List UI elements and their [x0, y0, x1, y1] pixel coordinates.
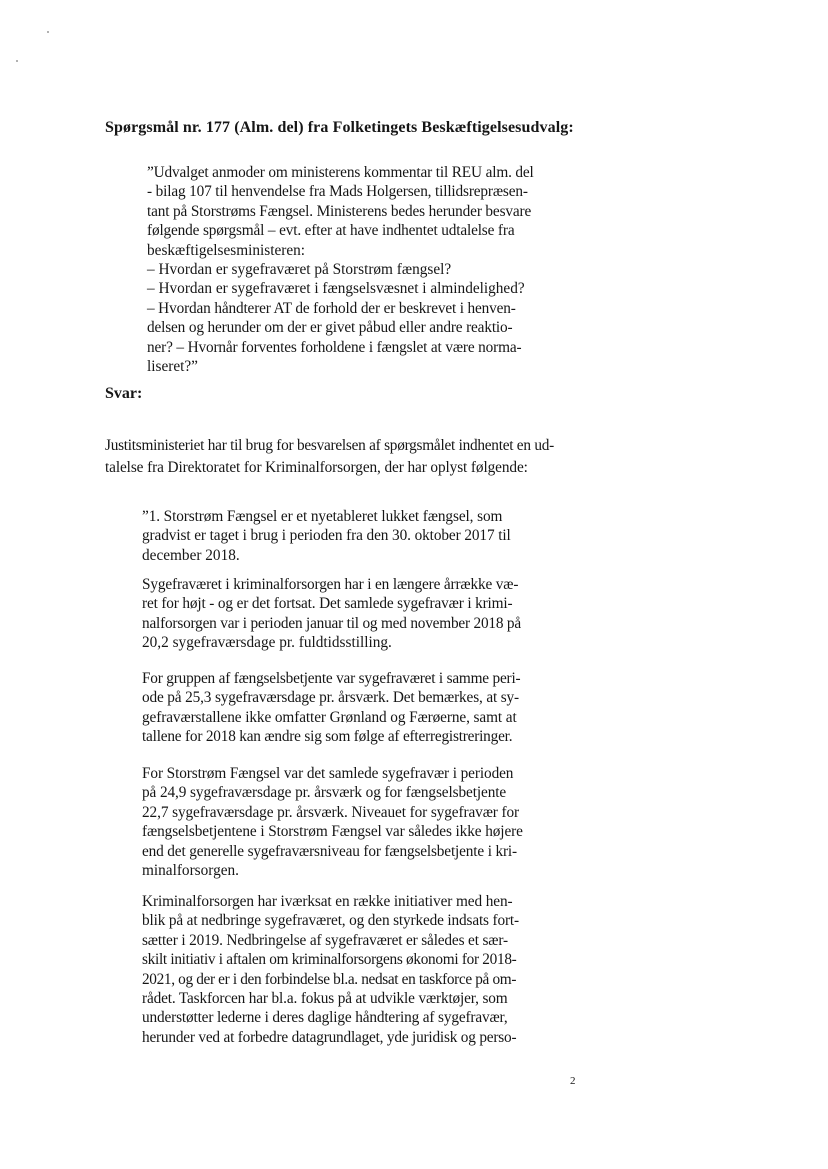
question-line: beskæftigelsesministeren:	[147, 241, 306, 259]
paragraph-line: sætter i 2019. Nedbringelse af sygefraværet er således et sær-	[142, 931, 508, 949]
paragraph-line: For gruppen af fængselsbetjente var sygefraværet i samme peri-	[142, 670, 521, 687]
intro-line: Justitsministeriet har til brug for besvarelsen af spørgsmålet indhentet en ud-	[105, 437, 554, 454]
answer-intro	[105, 435, 554, 479]
paragraph-line: end det generelle sygefraværsniveau for fængselsbetjente i kri-	[142, 842, 517, 860]
question-line: tant på Storstrøms Fængsel. Ministerens bedes herunder besvare	[147, 202, 532, 220]
question-line: – Hvordan håndterer AT de forhold der er beskrevet i henven-	[147, 299, 516, 317]
paragraph-line: rådet. Taskforcen har bl.a. fokus på at udvikle værktøjer, som	[142, 989, 508, 1007]
page-number: 2	[570, 1075, 576, 1087]
paragraph-line: herunder ved at forbedre datagrundlaget, yde juridisk og perso-	[142, 1028, 517, 1046]
answer-paragraph-5	[142, 892, 519, 1047]
question-quote	[147, 163, 534, 376]
answer-paragraph-3	[142, 669, 520, 747]
answer-label: Svar:	[105, 385, 143, 402]
scan-speck	[47, 31, 49, 33]
paragraph-line: Sygefraværet i kriminalforsorgen har i en længere årrække væ-	[142, 576, 519, 593]
paragraph-line: 20,2 sygefraværsdage pr. fuldtidsstilling.	[142, 634, 392, 652]
paragraph-line: fængselsbetjentene i Storstrøm Fængsel var således ikke højere	[142, 823, 523, 841]
intro-line: talelse fra Direktoratet for Kriminalforsorgen, der har oplyst følgende:	[105, 459, 528, 476]
paragraph-line: nalforsorgen var i perioden januar til og med november 2018 på	[142, 614, 521, 632]
paragraph-line: december 2018.	[142, 546, 240, 564]
question-line: - bilag 107 til henvendelse fra Mads Holgersen, tillidsrepræsen-	[147, 183, 528, 201]
question-line: følgende spørgsmål – evt. efter at have indhentet udtalelse fra	[147, 222, 515, 240]
paragraph-line: understøtter lederne i deres daglige håndtering af sygefravær,	[142, 1009, 508, 1027]
paragraph-line: 22,7 sygefraværsdage pr. årsværk. Niveauet for sygefravær for	[142, 803, 520, 821]
paragraph-line: Kriminalforsorgen har iværksat en række initiativer med hen-	[142, 893, 513, 910]
paragraph-line: minalforsorgen.	[142, 861, 240, 879]
question-heading: Spørgsmål nr. 177 (Alm. del) fra Folketingets Beskæftigelsesudvalg:	[105, 119, 574, 136]
question-line: – Hvordan er sygefraværet på Storstrøm fængsel?	[147, 260, 452, 278]
answer-paragraph-2	[142, 575, 521, 653]
question-line: liseret?”	[147, 357, 198, 375]
answer-paragraph-4	[142, 764, 523, 880]
paragraph-line: 2021, og der er i den forbindelse bl.a. nedsat en taskforce på om-	[142, 970, 517, 988]
scan-speck	[16, 60, 18, 62]
paragraph-line: skilt initiativ i aftalen om kriminalforsorgens økonomi for 2018-	[142, 951, 517, 969]
question-line: ner? – Hvornår forventes forholdene i fængslet at være norma-	[147, 338, 522, 356]
question-line: – Hvordan er sygefraværet i fængselsvæsnet i almindelighed?	[147, 280, 525, 298]
paragraph-line: gefraværstallene ikke omfatter Grønland og Færøerne, samt at	[142, 708, 517, 726]
paragraph-line: tallene for 2018 kan ændre sig som følge af efterregistreringer.	[142, 728, 513, 746]
paragraph-line: For Storstrøm Fængsel var det samlede sygefravær i perioden	[142, 765, 514, 782]
paragraph-line: gradvist er taget i brug i perioden fra den 30. oktober 2017 til	[142, 527, 511, 545]
paragraph-line: blik på at nedbringe sygefraværet, og den styrkede indsats fort-	[142, 912, 519, 930]
paragraph-line: på 24,9 sygefraværsdage pr. årsværk og for fængselsbetjente	[142, 784, 507, 802]
question-line: delsen og herunder om der er givet påbud eller andre reaktio-	[147, 319, 513, 337]
paragraph-line: ”1. Storstrøm Fængsel er et nyetableret lukket fængsel, som	[142, 508, 503, 525]
answer-paragraph-1	[142, 507, 511, 565]
paragraph-line: ret for højt - og er det fortsat. Det samlede sygefravær i krimi-	[142, 595, 513, 613]
paragraph-line: ode på 25,3 sygefraværsdage pr. årsværk. Det bemærkes, at sy-	[142, 689, 519, 707]
question-line: ”Udvalget anmoder om ministerens kommentar til REU alm. del	[147, 164, 534, 181]
